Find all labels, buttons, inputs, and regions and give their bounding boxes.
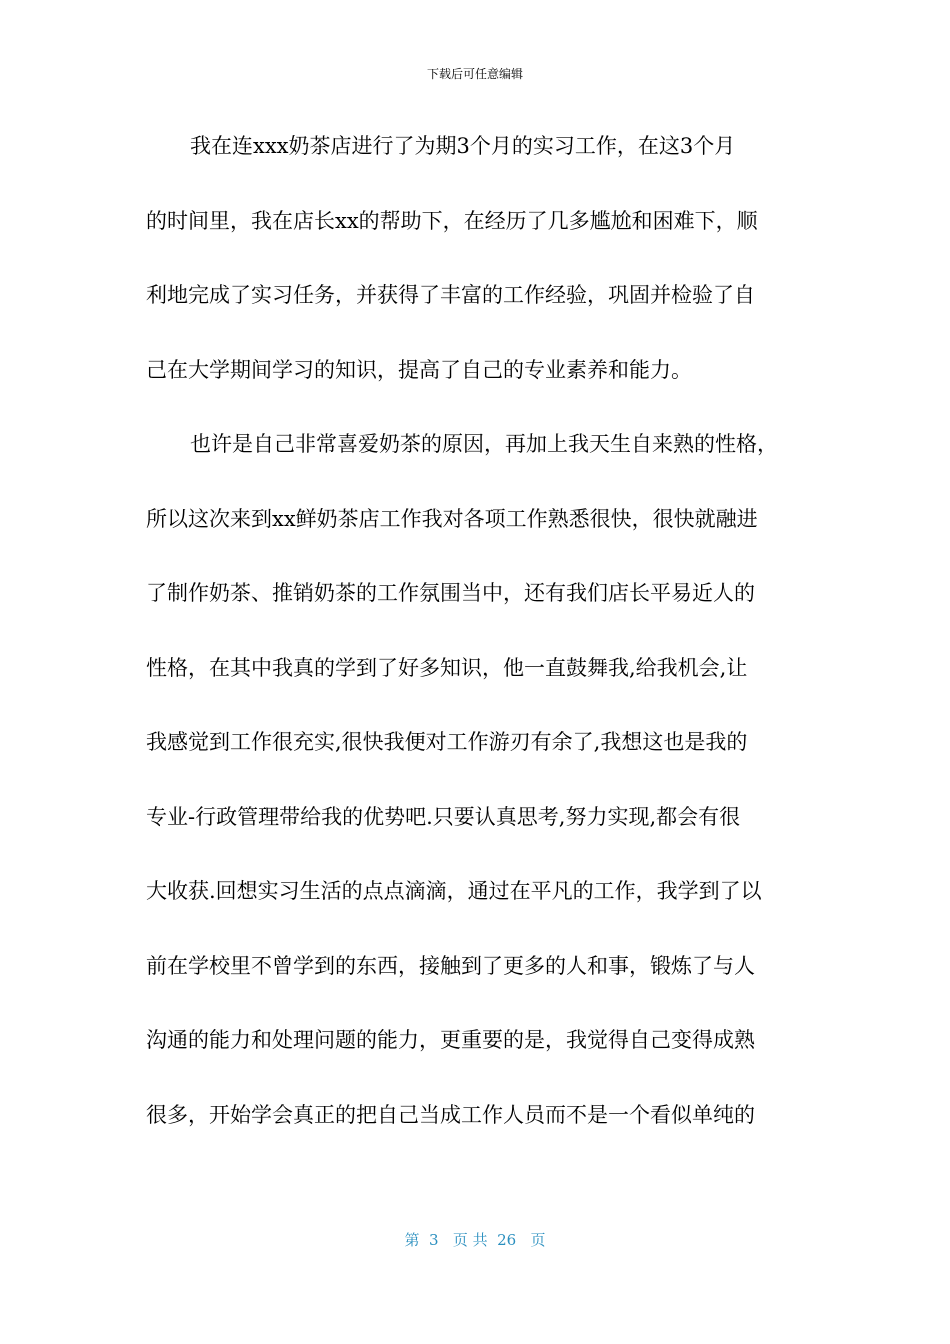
paragraph-line: 很多，开始学会真正的把自己当成工作人员而不是一个看似单纯的 — [146, 1102, 755, 1127]
paragraph-line: 性格，在其中我真的学到了好多知识，他一直鼓舞我,给我机会,让 — [146, 655, 748, 680]
paragraph-line: 大收获.回想实习生活的点点滴滴，通过在平凡的工作，我学到了以 — [146, 879, 762, 903]
paragraph-line: 沟通的能力和处理问题的能力，更重要的是，我觉得自己变得成熟 — [146, 1028, 755, 1052]
paragraph-line: 我感觉到工作很充实,很快我便对工作游刃有余了,我想这也是我的 — [146, 730, 748, 754]
paragraph-line: 前在学校里不曾学到的东西，接触到了更多的人和事，锻炼了与人 — [146, 953, 755, 978]
page-header: 下载后可任意编辑 — [426, 67, 523, 81]
paragraph-line: 也许是自己非常喜爱奶茶的原因，再加上我天生自来熟的性格， — [190, 432, 778, 456]
paragraph-line: 专业-行政管理带给我的优势吧.只要认真思考,努力实现,都会有很 — [146, 804, 741, 829]
document-body — [146, 126, 806, 1169]
paragraph-line: 己在大学期间学习的知识，提高了自己的专业素养和能力。 — [146, 357, 692, 382]
paragraph-line: 了制作奶茶、推销奶茶的工作氛围当中，还有我们店长平易近人的 — [146, 581, 755, 605]
paragraph-line: 我在连xxx奶茶店进行了为期3个月的实习工作，在这3个月 — [190, 134, 736, 158]
paragraph-line: 的时间里，我在店长xx的帮助下，在经历了几多尴尬和困难下，顺 — [146, 208, 758, 233]
page-number-footer: 第 3 页 共 26 页 — [404, 1231, 546, 1249]
paragraph-line: 所以这次来到xx鲜奶茶店工作我对各项工作熟悉很快，很快就融进 — [146, 506, 758, 531]
paragraph-line: 利地完成了实习任务，并获得了丰富的工作经验，巩固并检验了自 — [146, 283, 755, 307]
